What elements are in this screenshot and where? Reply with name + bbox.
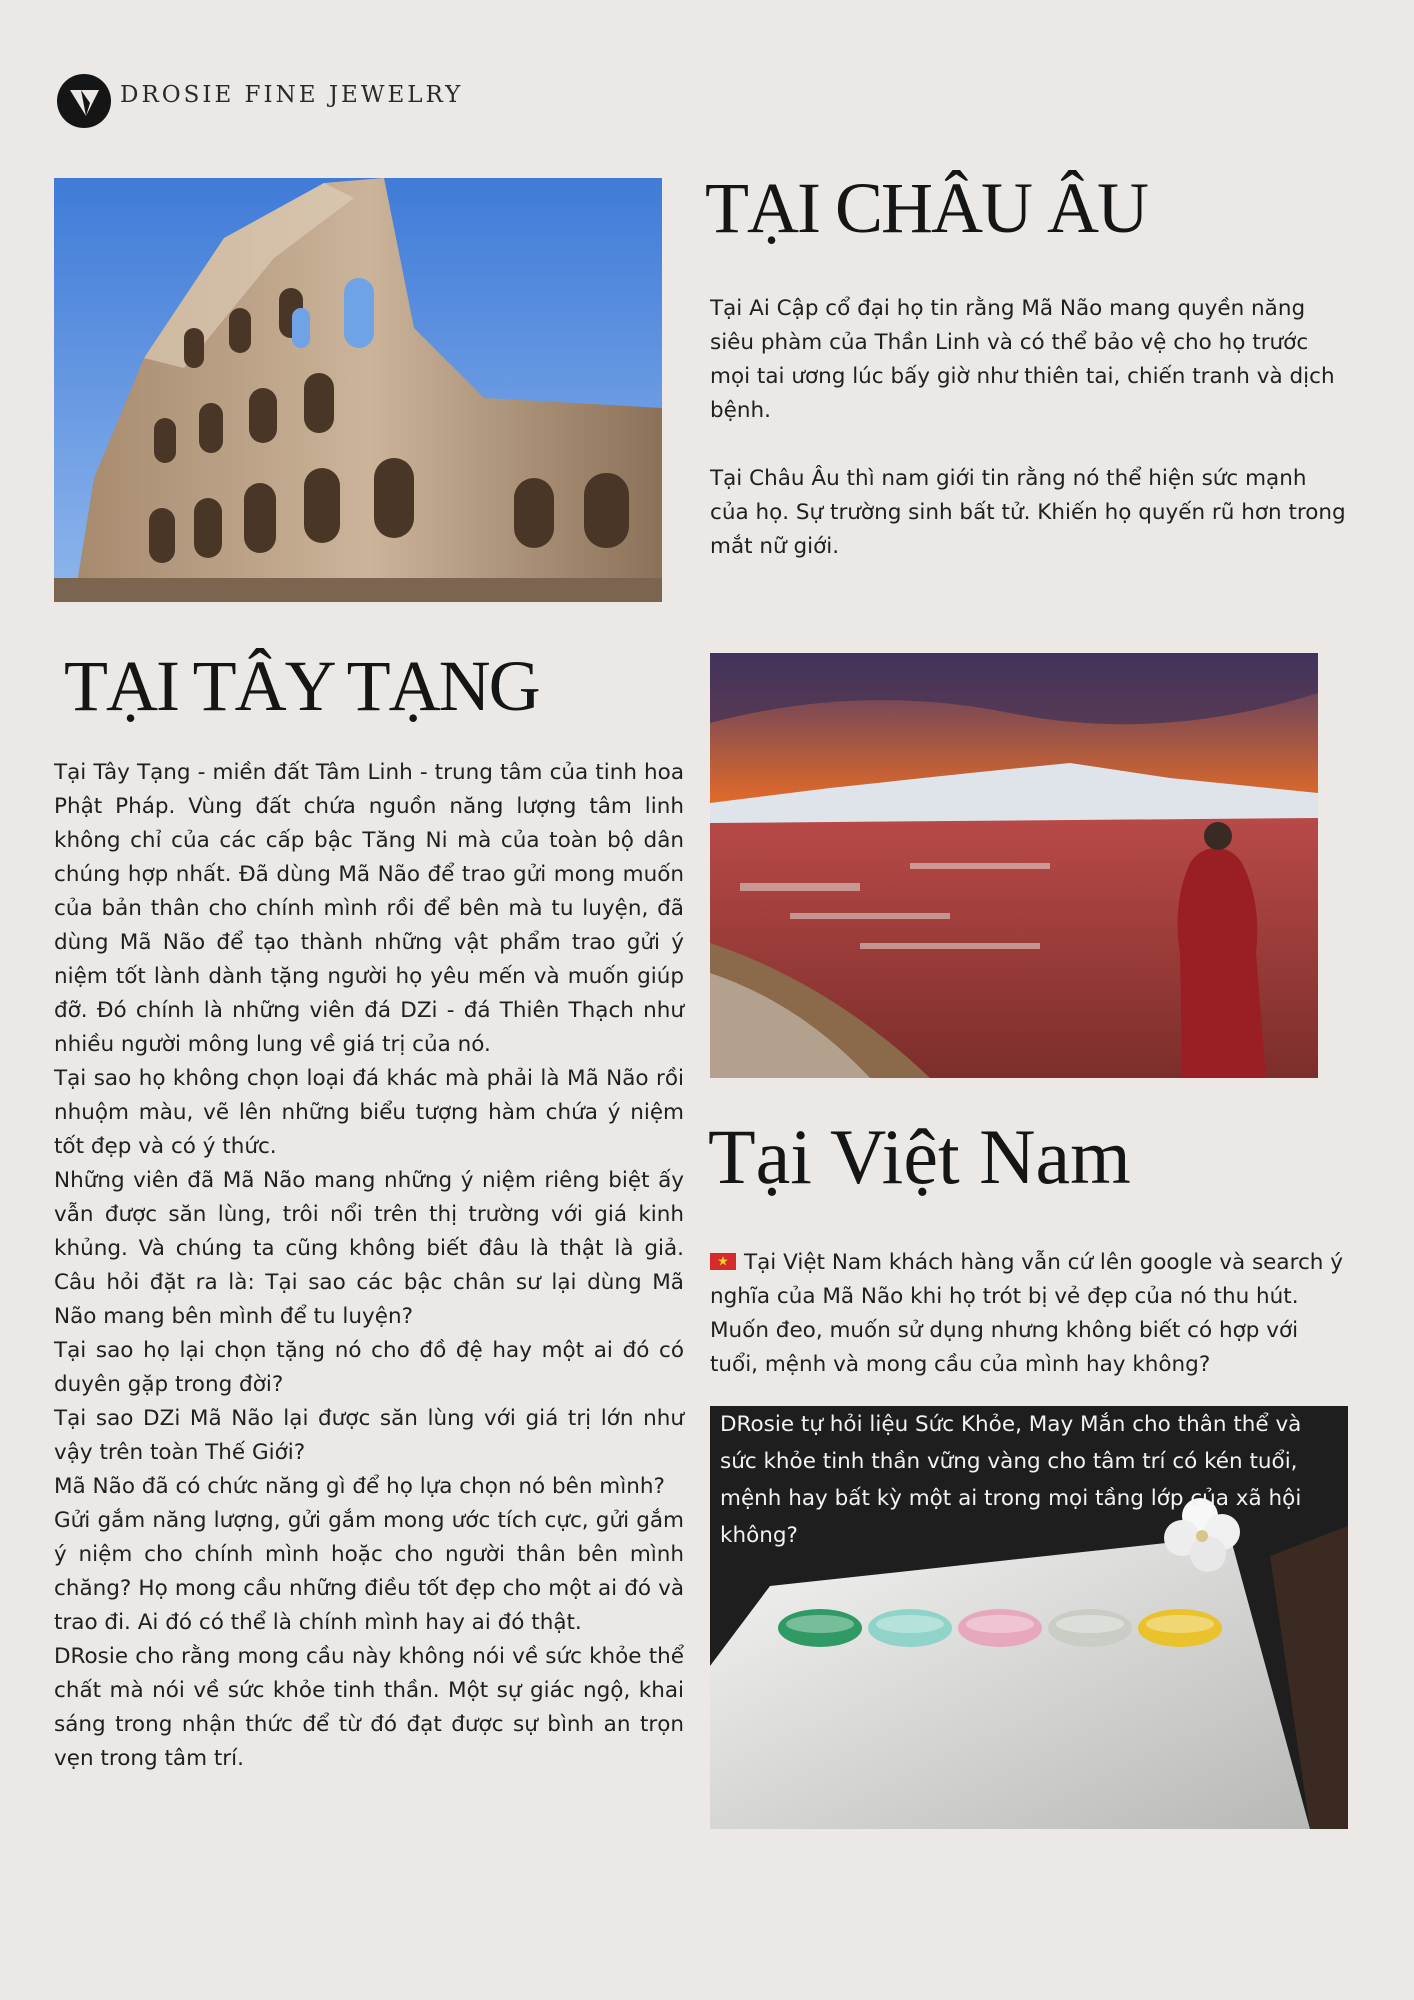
tibet-paragraph: Tại Tây Tạng - miền đất Tâm Linh - trung tâm của tinh hoa Phật Pháp. Vùng đất chứa nguồn năng lượng tâm linh không chỉ của các cấp bậc Tăng Ni mà của toàn bộ dân chúng hợp nhất. Đã dùng Mã Não để trao gửi mong muốn của bản thân cho chính mình rồi để bên mà tu luyện, đã dùng Mã Não để tạo thành những vật phẩm trao gửi ý niệm tốt lành dành tặng người họ yêu mến và muốn giúp đỡ. Đó chính là những viên đá DZi - đá Thiên Thạch như nhiều người mông lung về giá trị của nó. xyxy=(54,760,684,1057)
tibet-paragraph: Mã Não đã có chức năng gì để họ lựa chọn nó bên mình? xyxy=(54,1474,665,1499)
agate-ring-highlight xyxy=(966,1615,1034,1633)
vietnam-heading: Tại Việt Nam xyxy=(708,1113,1131,1200)
tibet-paragraph: Tại sao DZi Mã Não lại được săn lùng với giá trị lớn như vậy trên toàn Thế Giới? xyxy=(54,1406,684,1465)
tibet-paragraph: Tại sao họ lại chọn tặng nó cho đồ đệ hay một ai đó có duyên gặp trong đời? xyxy=(54,1338,684,1397)
tibet-text xyxy=(54,756,684,1776)
europe-paragraph: Tại Ai Cập cổ đại họ tin rằng Mã Não mang quyền năng siêu phàm của Thần Linh và có thể bảo vệ cho họ trước mọi tai ương lúc bấy giờ như thiên tai, chiến tranh và dịch bệnh. xyxy=(710,296,1335,423)
agate-ring-highlight xyxy=(1146,1615,1214,1633)
agate-ring-highlight xyxy=(876,1615,944,1633)
triangle-logo-icon xyxy=(57,74,111,128)
tibet-paragraph: DRosie cho rằng mong cầu này không nói về sức khỏe thể chất mà nói về sức khỏe tinh thần. Một sự giác ngộ, khai sáng trong nhận thức để từ đó đạt được sự bình an trọn vẹn trong tâm trí. xyxy=(54,1644,684,1771)
tibet-paragraph: Tại sao họ không chọn loại đá khác mà phải là Mã Não rồi nhuộm màu, vẽ lên những biểu tượng hàm chứa ý niệm tốt đẹp và có ý thức. xyxy=(54,1066,684,1159)
europe-text xyxy=(710,292,1350,598)
vietnam-flag-icon xyxy=(710,1253,736,1270)
tibet-monastery-photo xyxy=(710,653,1318,1078)
rings-caption: DRosie tự hỏi liệu Sức Khỏe, May Mắn cho thân thể và sức khỏe tinh thần vững vàng cho tâm trí có kén tuổi, mệnh hay bất kỳ một ai trong mọi tầng lớp của xã hội không? xyxy=(720,1412,1302,1548)
europe-paragraph: Tại Châu Âu thì nam giới tin rằng nó thể hiện sức mạnh của họ. Sự trường sinh bất tử. Khiến họ quyến rũ hơn trong mắt nữ giới. xyxy=(710,466,1346,559)
europe-heading: TẠI CHÂU ÂU xyxy=(705,168,1147,248)
tibet-paragraph: Những viên đã Mã Não mang những ý niệm riêng biệt ấy vẫn được săn lùng, trôi nổi trên thị trường với giá kinh khủng. Và chúng ta cũng không biết đâu là thật là giả. Câu hỏi đặt ra là: Tại sao các bậc chân sư lại dùng Mã Não mang bên mình để tu luyện? xyxy=(54,1168,684,1329)
agate-ring-highlight xyxy=(1056,1615,1124,1633)
agate-rings-photo xyxy=(710,1406,1348,1829)
vietnam-text xyxy=(710,1246,1350,1382)
brand-name: DROSIE FINE JEWELRY xyxy=(120,82,464,108)
vietnam-paragraph: Tại Việt Nam khách hàng vẫn cứ lên google và search ý nghĩa của Mã Não khi họ trót bị vẻ đẹp của nó thu hút. Muốn đeo, muốn sử dụng nhưng không biết có hợp với tuổi, mệnh và mong cầu của mình hay không? xyxy=(710,1250,1343,1377)
agate-ring-highlight xyxy=(786,1615,854,1633)
tibet-heading: TẠI TÂY TẠNG xyxy=(64,646,539,726)
tibet-paragraph: Gửi gắm năng lượng, gửi gắm mong ước tích cực, gửi gắm ý niệm cho chính mình hoặc cho người thân bên mình chăng? Họ mong cầu những điều tốt đẹp cho một ai đó và trao đi. Ai đó có thể là chính mình hay ai đó thật. xyxy=(54,1508,684,1635)
colosseum-photo xyxy=(54,178,662,602)
